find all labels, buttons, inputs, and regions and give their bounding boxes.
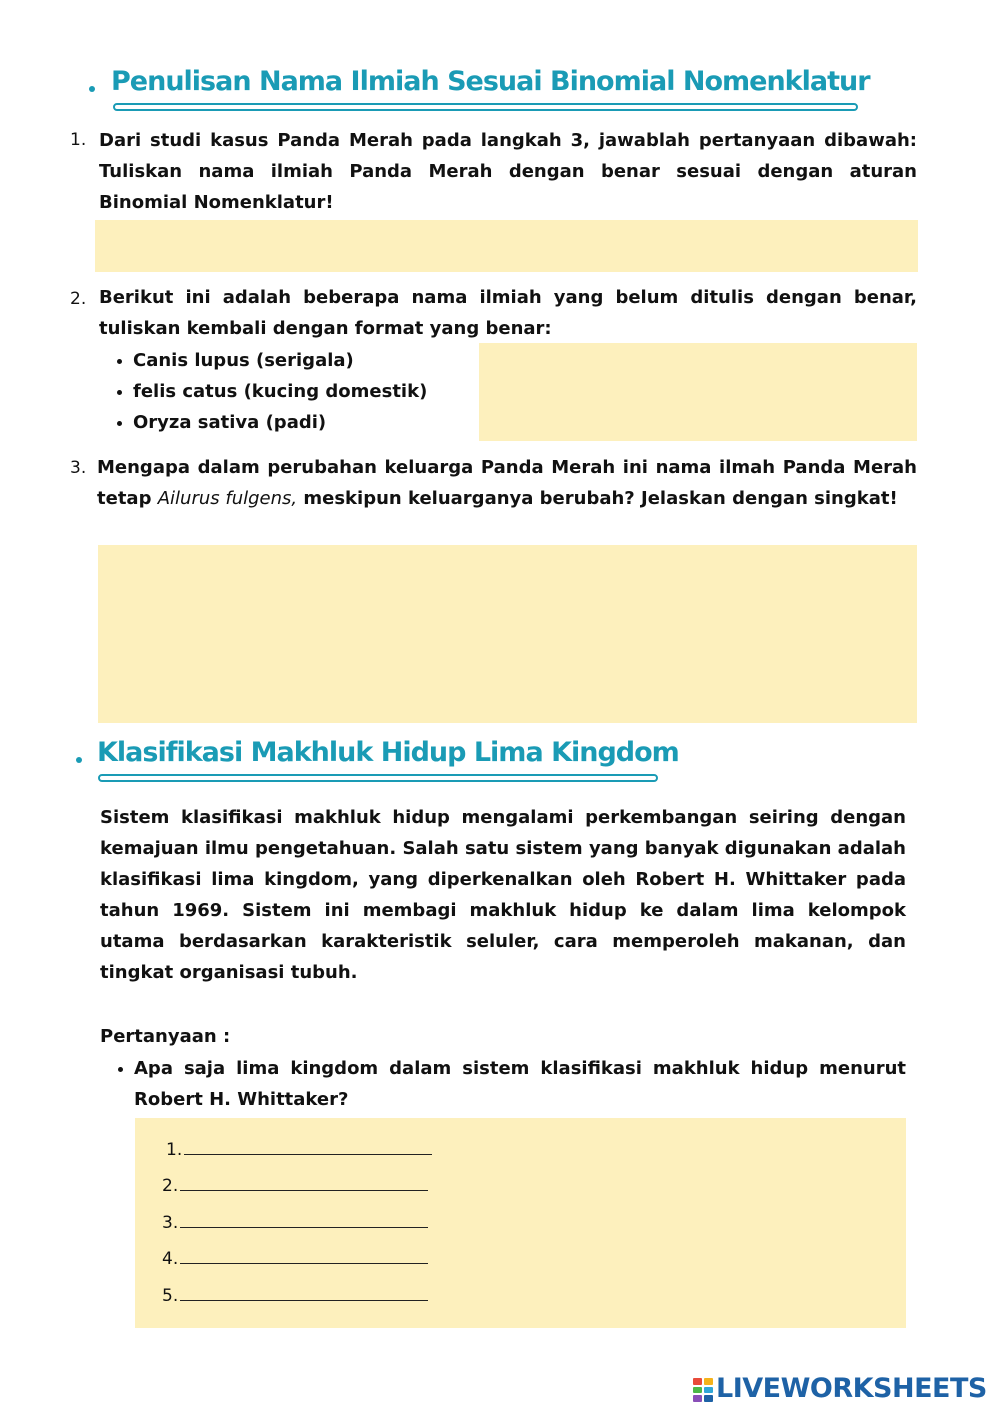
blank-number: 1. [166, 1140, 183, 1160]
blank-answer-5[interactable] [162, 1284, 428, 1306]
kingdom-question-text: Apa saja lima kingdom dalam sistem klasifikasi makhluk hidup menurut Robert H. Whittaker? [134, 1058, 906, 1110]
heading-underline [98, 774, 658, 782]
answer-box-3[interactable] [98, 545, 917, 723]
question-3-text-before: Mengapa dalam perubahan keluarga Panda Merah ini nama ilmah Panda Merah tetap [97, 457, 917, 509]
list-item-felis: felis catus (kucing domestik) [133, 381, 428, 402]
question-1-text: Dari studi kasus Panda Merah pada langkah 3, jawablah pertanyaan dibawah: Tuliskan nama ilmiah Panda Merah dengan benar sesuai dengan aturan Binomial Nomenklatur! [99, 130, 917, 213]
question-label: Pertanyaan : [100, 1026, 231, 1047]
section-heading-five-kingdom: Klasifikasi Makhluk Hidup Lima Kingdom [97, 737, 679, 768]
question-number-2: 2. [70, 289, 87, 309]
list-bullet-icon [118, 1067, 123, 1072]
blank-answer-1[interactable] [166, 1138, 432, 1160]
liveworksheets-logo-icon [693, 1378, 713, 1402]
answer-box-1[interactable] [95, 220, 918, 272]
list-bullet-icon [117, 359, 122, 364]
answer-box-2[interactable] [479, 343, 917, 441]
question-2-text: Berikut ini adalah beberapa nama ilmiah yang belum ditulis dengan benar, tuliskan kembali dengan format yang benar: [99, 287, 917, 339]
question-number-1: 1. [70, 130, 87, 150]
scientific-name-italic: Ailurus fulgens, [157, 488, 298, 509]
section-heading-binomial: Penulisan Nama Ilmiah Sesuai Binomial Nomenklatur [111, 66, 870, 97]
heading-underline [113, 103, 858, 111]
blank-answer-4[interactable] [162, 1247, 428, 1269]
heading-bullet-icon [89, 86, 95, 92]
question-3-text [97, 452, 917, 514]
blank-number: 2. [162, 1176, 179, 1196]
list-item-oryza: Oryza sativa (padi) [133, 412, 327, 433]
blank-answer-2[interactable] [162, 1174, 428, 1196]
blank-answer-3[interactable] [162, 1211, 428, 1233]
liveworksheets-logo-text[interactable]: LIVEWORKSHEETS [716, 1373, 987, 1404]
blank-number: 4. [162, 1249, 179, 1269]
question-3-text-after: meskipun keluarganya berubah? Jelaskan dengan singkat! [297, 488, 898, 509]
list-bullet-icon [117, 390, 122, 395]
blank-number: 3. [162, 1213, 179, 1233]
heading-bullet-icon [76, 757, 82, 763]
kingdom-paragraph: Sistem klasifikasi makhluk hidup mengalami perkembangan seiring dengan kemajuan ilmu pengetahuan. Salah satu sistem yang banyak digunakan adalah klasifikasi lima kingdom, yang diperkenalkan oleh Robert H. Whittaker pada tahun 1969. Sistem ini membagi makhluk hidup ke dalam lima kelompok utama berdasarkan karakteristik seluler, cara memperoleh makanan, dan tingkat organisasi tubuh. [100, 807, 906, 983]
blank-number: 5. [162, 1286, 179, 1306]
list-bullet-icon [117, 421, 122, 426]
list-item-canis: Canis lupus (serigala) [133, 350, 354, 371]
question-number-3: 3. [70, 458, 87, 478]
